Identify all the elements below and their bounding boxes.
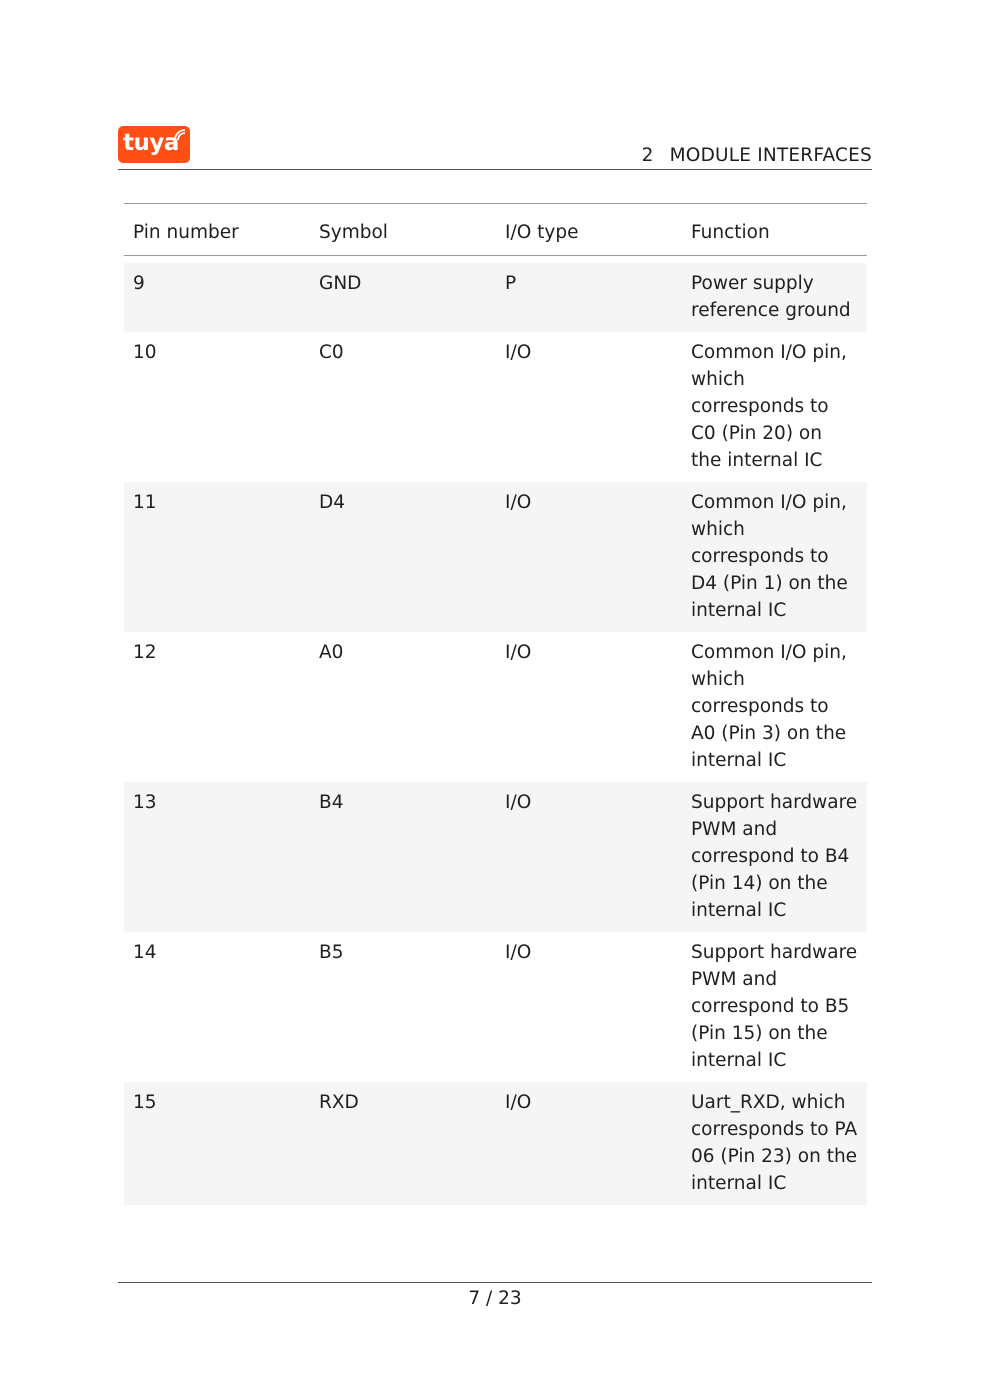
pin-io-type: I/O: [496, 782, 682, 932]
pin-io-type: P: [496, 263, 682, 331]
pin-function: Common I/O pin, which corresponds to A0 (Pin 3) on the internal IC: [691, 641, 847, 772]
table-row: [124, 1082, 867, 1205]
pin-function: Uart_RXD, which corresponds to PA 06 (Pin 23) on the internal IC: [682, 1082, 867, 1205]
table-row: [124, 332, 867, 482]
table-row: [124, 482, 867, 632]
pin-symbol: B5: [319, 941, 344, 963]
pin-table: [124, 203, 867, 1205]
pin-number: 9: [124, 263, 310, 331]
table-row: [124, 632, 867, 782]
section-number: 2: [641, 145, 654, 166]
pin-io-type: I/O: [496, 482, 682, 632]
column-header-io-type: I/O type: [496, 204, 682, 256]
column-header-symbol: Symbol: [310, 204, 496, 256]
column-header-pin: Pin number: [124, 204, 310, 256]
section-heading: [642, 143, 872, 169]
footer-divider: [118, 1282, 872, 1283]
pin-symbol: B4: [310, 782, 496, 932]
logo-text: tuya: [123, 130, 179, 156]
page-number: 7 / 23: [468, 1288, 522, 1309]
pin-io-type: I/O: [505, 341, 532, 363]
pin-symbol: A0: [319, 641, 344, 663]
pin-number: 15: [124, 1082, 310, 1205]
pin-symbol: C0: [319, 341, 344, 363]
tuya-logo: [118, 126, 190, 163]
pin-io-type: I/O: [496, 1082, 682, 1205]
pin-number: 10: [133, 341, 157, 363]
pin-io-type: I/O: [505, 941, 532, 963]
table-header-row: [124, 204, 867, 256]
pin-symbol: D4: [310, 482, 496, 632]
pin-function: Power supply reference ground: [682, 263, 867, 331]
wifi-wave-icon: [173, 128, 187, 142]
column-header-function: Function: [682, 204, 867, 256]
pin-number: 12: [133, 641, 157, 663]
pin-function: Support hardware PWM and correspond to B5 (Pin 15) on the internal IC: [691, 941, 858, 1072]
pin-function: Support hardware PWM and correspond to B4 (Pin 14) on the internal IC: [682, 782, 867, 932]
pin-io-type: I/O: [505, 641, 532, 663]
pin-number: 13: [124, 782, 310, 932]
table-row: [124, 263, 867, 331]
header-divider: [118, 169, 872, 170]
section-title: MODULE INTERFACES: [669, 145, 872, 166]
table-row: [124, 782, 867, 932]
pin-number: 11: [124, 482, 310, 632]
pin-symbol: RXD: [310, 1082, 496, 1205]
table-row: [124, 932, 867, 1082]
pin-symbol: GND: [310, 263, 496, 331]
pin-function: Common I/O pin, which corresponds to C0 (Pin 20) on the internal IC: [691, 341, 847, 472]
pin-function: Common I/O pin, which corresponds to D4 (Pin 1) on the internal IC: [682, 482, 867, 632]
pin-number: 14: [133, 941, 157, 963]
